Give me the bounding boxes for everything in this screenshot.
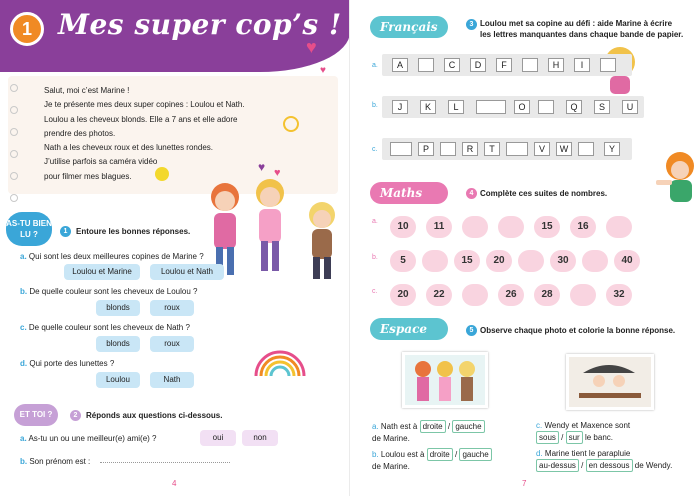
letter-cell[interactable] — [476, 100, 506, 114]
espace-answer-a — [372, 420, 485, 444]
number-cell[interactable] — [462, 216, 488, 238]
letter-cell[interactable]: Q — [566, 100, 582, 114]
choice-option[interactable]: gauche — [452, 420, 484, 433]
page-header — [0, 0, 350, 72]
page-number: 7 — [522, 479, 527, 488]
question-letter: a. — [372, 422, 379, 431]
number-cell[interactable] — [422, 250, 448, 272]
letter-cell[interactable] — [538, 100, 554, 114]
intro-line: Je te présente mes deux super copines : Loulou et Nath. — [44, 100, 245, 110]
letter-cell[interactable] — [418, 58, 434, 72]
espace-answer-b — [372, 448, 492, 472]
espace-answer-d — [536, 448, 672, 472]
row-label: a. — [372, 62, 378, 69]
choice-option[interactable]: droite — [420, 420, 446, 433]
answer-line[interactable] — [100, 462, 230, 463]
letter-cell[interactable]: S — [594, 100, 610, 114]
letter-cell[interactable]: P — [418, 142, 434, 156]
answer-text: le banc. — [584, 433, 613, 442]
answer-option[interactable]: roux — [150, 336, 194, 352]
letter-cell[interactable]: D — [470, 58, 486, 72]
row-label: c. — [372, 288, 378, 295]
notebook-rings — [10, 84, 22, 216]
bench-photo-drawing — [569, 357, 651, 407]
photo-bench — [566, 354, 654, 410]
number-cell[interactable] — [570, 284, 596, 306]
photo-content — [569, 357, 651, 407]
number-cell[interactable]: 28 — [534, 284, 560, 306]
question-letter: b. — [20, 457, 28, 466]
letter-strip — [382, 96, 644, 118]
number-cell[interactable]: 15 — [454, 250, 480, 272]
question-text: As-tu un ou une meilleur(e) ami(e) ? — [28, 434, 157, 443]
ring-icon — [10, 150, 18, 158]
question-number: 2 — [70, 410, 81, 421]
letter-cell[interactable]: W — [556, 142, 572, 156]
number-cell[interactable]: 10 — [390, 216, 416, 238]
maths-tag: Maths — [370, 182, 448, 204]
letter-cell[interactable] — [390, 142, 412, 156]
number-cell[interactable]: 30 — [550, 250, 576, 272]
photo-content — [405, 355, 485, 405]
instruction-line: Complète ces suites de nombres. — [480, 189, 608, 198]
number-cell[interactable]: 20 — [486, 250, 512, 272]
letter-strip — [382, 138, 632, 160]
question-number: 4 — [466, 188, 477, 199]
question-text: Qui sont les deux meilleures copines de Marine ? — [28, 252, 204, 261]
letter-cell[interactable] — [440, 142, 456, 156]
answer-text: Loulou est à — [380, 450, 425, 459]
question-letter: a. — [20, 434, 27, 443]
answer-text: de Marine. — [372, 434, 410, 443]
answer-option[interactable]: non — [242, 430, 278, 446]
choice-option[interactable]: sur — [566, 431, 583, 444]
row-label: b. — [372, 254, 378, 261]
smiley-icon — [155, 167, 169, 181]
francais-tag: Français — [370, 16, 448, 38]
answer-option[interactable]: blonds — [96, 336, 140, 352]
number-sequence — [386, 216, 656, 238]
answer-text: de Marine. — [372, 462, 410, 471]
question-text: De quelle couleur sont les cheveux de Nath ? — [28, 323, 190, 332]
separator: / — [581, 461, 584, 470]
number-cell[interactable]: 22 — [426, 284, 452, 306]
letter-cell[interactable]: Y — [604, 142, 620, 156]
row-label: a. — [372, 218, 378, 225]
heart-icon: ♥ — [306, 37, 317, 57]
number-cell[interactable] — [606, 216, 632, 238]
question-number: 3 — [466, 19, 477, 30]
number-cell[interactable]: 16 — [570, 216, 596, 238]
instruction — [480, 325, 675, 336]
question-a — [20, 434, 157, 443]
question-letter: c. — [536, 421, 543, 430]
letter-cell[interactable]: A — [392, 58, 408, 72]
instruction-line: Loulou met sa copine au défi : aide Marine à écrire — [480, 19, 673, 28]
letter-cell[interactable] — [506, 142, 528, 156]
instruction — [480, 188, 607, 199]
letter-cell[interactable]: H — [548, 58, 564, 72]
heart-icon: ♥ — [274, 167, 281, 179]
question-letter: b. — [20, 287, 28, 296]
question-letter: a. — [20, 252, 27, 261]
ring-icon — [10, 194, 18, 202]
number-cell[interactable]: 11 — [426, 216, 452, 238]
letter-cell[interactable]: L — [448, 100, 464, 114]
answer-option[interactable]: Nath — [150, 372, 194, 388]
question-letter: b. — [372, 450, 379, 459]
question-title: Réponds aux questions ci-dessous. — [86, 411, 223, 420]
answer-text: de Wendy. — [634, 461, 673, 470]
friends-photo-drawing — [405, 355, 485, 405]
number-sequence — [386, 284, 656, 306]
page-number: 4 — [172, 479, 177, 488]
answer-text: Marine tient le parapluie — [544, 449, 631, 458]
question-number: 1 — [60, 226, 71, 237]
choice-option[interactable]: droite — [427, 448, 453, 461]
question-letter: d. — [536, 449, 543, 458]
intro-line: prendre des photos. — [44, 128, 116, 138]
intro-line: pour filmer mes blagues. — [44, 171, 132, 181]
answer-text: Wendy et Maxence sont — [544, 421, 631, 430]
lesson-number: 1 — [10, 12, 44, 46]
answer-option[interactable]: Loulou et Marine — [64, 264, 140, 280]
answer-option[interactable]: oui — [200, 430, 236, 446]
rainbow-icon — [252, 344, 308, 378]
number-cell[interactable]: 40 — [614, 250, 640, 272]
row-label: b. — [372, 102, 378, 109]
intro-line: Loulou a les cheveux blonds. Elle a 7 ans et elle adore — [44, 114, 238, 124]
choice-option[interactable]: gauche — [459, 448, 491, 461]
instruction — [480, 18, 683, 40]
question-letter: d. — [20, 359, 28, 368]
question-text: Qui porte des lunettes ? — [29, 359, 115, 368]
number-cell[interactable]: 26 — [498, 284, 524, 306]
row-label: c. — [372, 146, 378, 153]
question-b — [20, 287, 197, 296]
as-tu-bien-lu-badge: AS-TU BIEN LU ? — [6, 212, 52, 246]
number-cell[interactable] — [582, 250, 608, 272]
letter-cell[interactable]: J — [392, 100, 408, 114]
letter-cell[interactable]: O — [514, 100, 530, 114]
heart-icon: ♥ — [320, 65, 326, 76]
ring-icon — [10, 84, 18, 92]
separator: / — [561, 433, 564, 442]
separator: / — [454, 450, 458, 459]
letter-cell[interactable] — [522, 58, 538, 72]
question-letter: c. — [20, 323, 27, 332]
letter-cell[interactable] — [600, 58, 616, 72]
letter-cell[interactable] — [578, 142, 594, 156]
letter-cell[interactable]: V — [534, 142, 550, 156]
ring-icon — [10, 172, 18, 180]
page-title: Mes super cop’s ! — [58, 8, 342, 41]
letter-strip — [382, 54, 632, 76]
instruction-line: Observe chaque photo et colorie la bonne réponse. — [480, 326, 676, 335]
number-cell[interactable]: 5 — [390, 250, 416, 272]
number-cell[interactable] — [498, 216, 524, 238]
intro-line: Nath a les cheveux roux et des lunettes rondes. — [44, 143, 213, 153]
question-text: De quelle couleur sont les cheveux de Loulou ? — [29, 287, 198, 296]
letter-cell[interactable]: R — [462, 142, 478, 156]
answer-option[interactable]: Loulou — [96, 372, 140, 388]
number-cell[interactable]: 20 — [390, 284, 416, 306]
letter-cell[interactable]: T — [484, 142, 500, 156]
intro-line: J’utilise parfois sa caméra vidéo — [44, 157, 158, 167]
number-cell[interactable] — [462, 284, 488, 306]
answer-option[interactable]: roux — [150, 300, 194, 316]
question-title: Entoure les bonnes réponses. — [76, 227, 191, 236]
question-a — [20, 252, 204, 261]
right-page — [350, 0, 700, 496]
letter-cell[interactable]: U — [622, 100, 638, 114]
question-d — [20, 359, 114, 368]
espace-tag: Espace — [370, 318, 448, 340]
photo-marine-friends — [402, 352, 488, 408]
espace-answer-c — [536, 420, 630, 444]
intro-line: Salut, moi c’est Marine ! — [44, 86, 130, 95]
question-number: 5 — [466, 325, 477, 336]
number-cell[interactable]: 15 — [534, 216, 560, 238]
question-b — [20, 457, 90, 466]
ring-icon — [10, 106, 18, 114]
number-cell[interactable]: 32 — [606, 284, 632, 306]
answer-option[interactable]: Loulou et Nath — [150, 264, 224, 280]
number-sequence — [386, 250, 656, 272]
number-cell[interactable] — [518, 250, 544, 272]
separator: / — [447, 422, 451, 431]
et-toi-badge: ET TOI ? — [14, 404, 58, 426]
question-text: Son prénom est : — [29, 457, 91, 466]
sun-icon — [283, 116, 299, 132]
question-c — [20, 323, 190, 332]
letter-cell[interactable]: I — [574, 58, 590, 72]
choice-option[interactable]: au-dessus — [536, 459, 579, 472]
letter-cell[interactable]: C — [444, 58, 460, 72]
letter-cell[interactable]: K — [420, 100, 436, 114]
intro-text — [44, 84, 245, 184]
ring-icon — [10, 128, 18, 136]
heart-icon: ♥ — [258, 160, 266, 174]
answer-text: Nath est à — [380, 422, 418, 431]
girl-waving-illustration — [654, 150, 700, 206]
choice-option[interactable]: en dessous — [586, 459, 633, 472]
letter-cell[interactable]: F — [496, 58, 512, 72]
choice-option[interactable]: sous — [536, 431, 559, 444]
answer-option[interactable]: blonds — [96, 300, 140, 316]
instruction-line: les lettres manquantes dans chaque bande de papier. — [480, 30, 684, 39]
